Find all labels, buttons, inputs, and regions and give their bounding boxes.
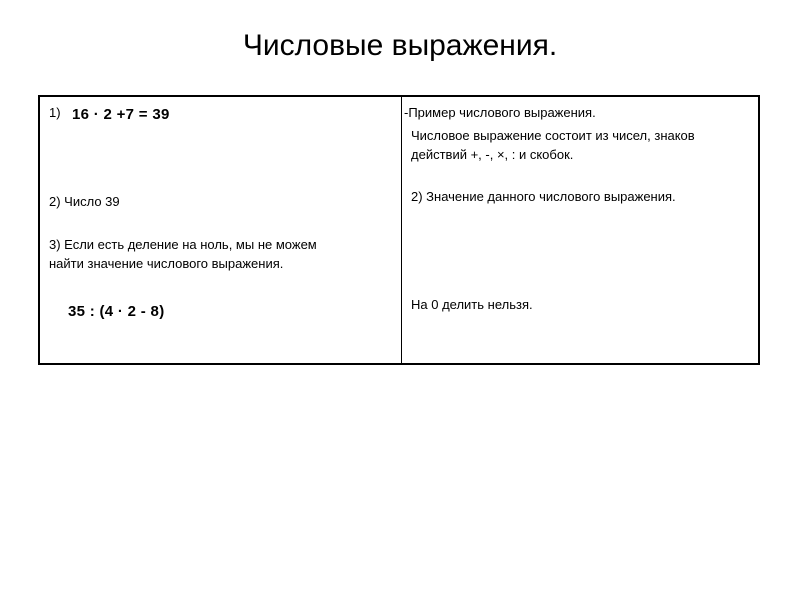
item3-right: На 0 делить нельзя.: [411, 297, 533, 312]
item1-right-line2: Числовое выражение состоит из чисел, знаков: [411, 128, 695, 143]
item1-label: 1): [49, 105, 61, 120]
content-table: [38, 95, 760, 365]
item3-formula: 35 : (4 · 2 - 8): [68, 303, 165, 320]
slide-title: Числовые выражения.: [242, 29, 558, 62]
item3-left-line1: 3) Если есть деление на ноль, мы не можем: [49, 237, 317, 252]
item1-right-line3: действий +, -, ×, : и скобок.: [411, 147, 574, 162]
column-divider: [401, 97, 402, 363]
item1-right-line1: -Пример числового выражения.: [404, 105, 596, 120]
item3-left-line2: найти значение числового выражения.: [49, 256, 284, 271]
item2-left: 2) Число 39: [49, 194, 120, 209]
item1-formula: 16 · 2 +7 = 39: [72, 106, 170, 123]
item2-right: 2) Значение данного числового выражения.: [411, 189, 676, 204]
